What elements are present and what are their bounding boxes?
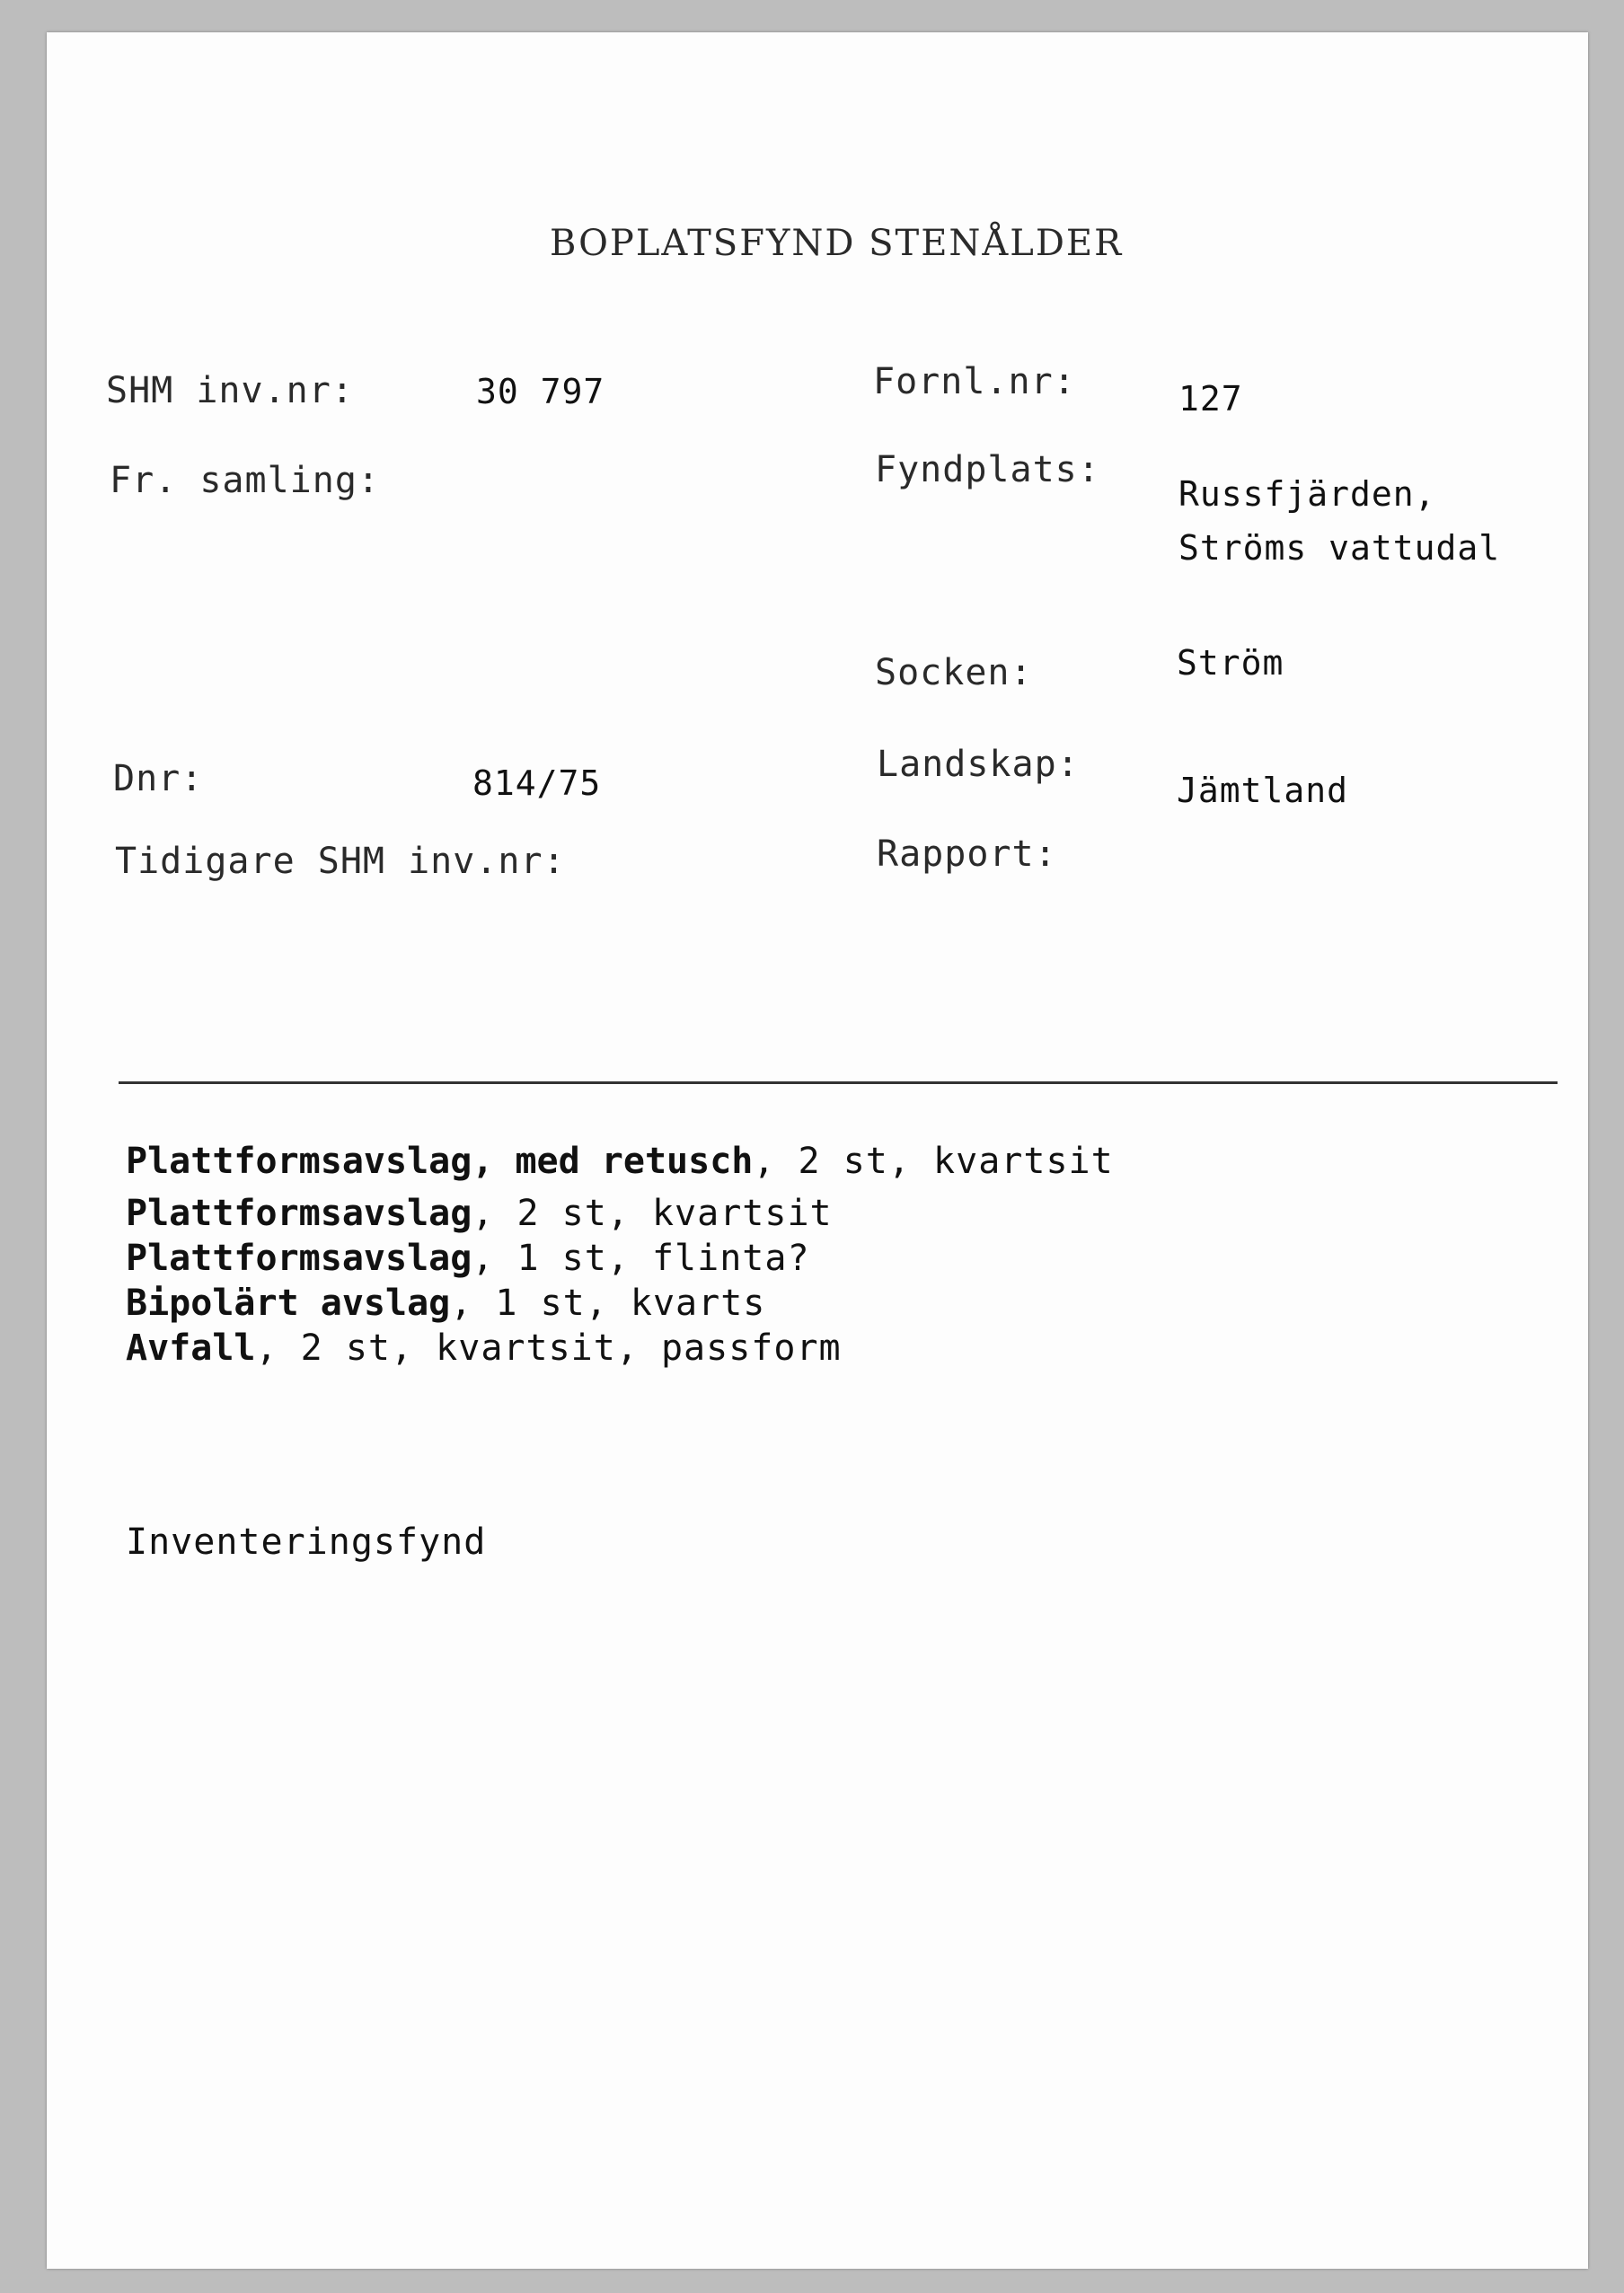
socken-value: Ström [1177, 643, 1284, 683]
fyndplats-value-line1: Russfjärden, [1178, 474, 1436, 514]
finds-list-item: Avfall, 2 st, kvartsit, passform [126, 1327, 842, 1369]
socken-label: Socken: [875, 652, 1033, 693]
dnr-label: Dnr: [113, 758, 204, 799]
landskap-value: Jämtland [1177, 771, 1349, 810]
card-title: BOPLATSFYND STENÅLDER [550, 223, 1124, 264]
tidigare-shm-inv-nr-label: Tidigare SHM inv.nr: [115, 841, 566, 882]
fr-samling-label: Fr. samling: [110, 460, 380, 501]
shm-inv-nr-value: 30 797 [476, 372, 605, 411]
catalog-card [47, 32, 1588, 2269]
finds-list [126, 1139, 1114, 1371]
divider-line [119, 1081, 1558, 1084]
landskap-label: Landskap: [877, 744, 1080, 785]
shm-inv-nr-label: SHM inv.nr: [106, 370, 354, 411]
rapport-label: Rapport: [877, 833, 1057, 875]
finds-list-item: Bipolärt avslag, 1 st, kvarts [126, 1283, 766, 1324]
fornl-nr-label: Fornl.nr: [873, 361, 1076, 402]
finds-list-item: Plattformsavslag, 1 st, flinta? [126, 1238, 810, 1279]
fyndplats-value-line2: Ströms vattudal [1178, 528, 1501, 568]
inventory-note: Inventeringsfynd [126, 1521, 487, 1563]
finds-list-item: Plattformsavslag, med retusch, 2 st, kvartsit [126, 1141, 1114, 1182]
fornl-nr-value: 127 [1178, 379, 1243, 419]
fyndplats-label: Fyndplats: [875, 449, 1100, 490]
dnr-value: 814/75 [472, 763, 602, 803]
finds-list-item: Plattformsavslag, 2 st, kvartsit [126, 1193, 833, 1234]
